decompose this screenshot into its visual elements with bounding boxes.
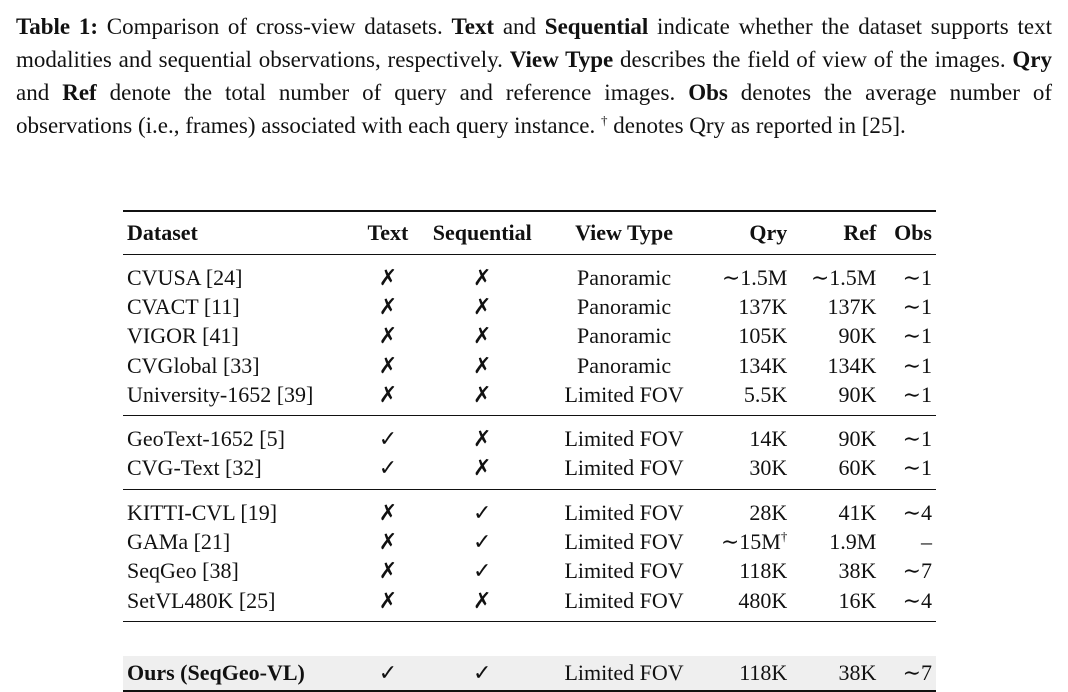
cell-obs: ∼7 [902,558,932,584]
cell-sequential: ✓ [417,656,547,691]
caption-label: Table 1: [16,14,99,39]
cell-text: ✗ [378,499,398,525]
cell-text: ✓ [358,656,417,691]
cell-obs: ∼7 [880,656,936,691]
cell-view-type: Panoramic [577,323,672,349]
group-panoramic [123,255,936,416]
header-text: Text [367,220,409,245]
cell-ref: 1.9M [829,529,877,555]
cell-obs: ∼1 [902,323,932,349]
cell-qry [701,527,791,556]
cell-qry: 14K [749,426,788,452]
cell-sequential: ✗ [473,587,492,613]
cell-qry: 480K [738,587,788,613]
table-row [123,322,936,351]
table-row [123,557,936,586]
cell-obs: ∼4 [902,587,932,613]
table-row-ours [123,656,936,691]
cell-ref: 134K [827,352,877,378]
cell-dataset: SetVL480K [25] [127,587,276,613]
table-row [123,586,936,622]
cell-sequential: ✗ [473,323,492,349]
group-text [123,416,936,490]
header-ref: Ref [843,220,877,245]
cell-text: ✓ [378,455,398,481]
cell-view-type: Limited FOV [564,426,684,452]
cell-ref: 38K [838,558,877,584]
cell-qry: 105K [738,323,788,349]
header-sequential: Sequential [432,220,532,245]
cell-sequential: ✓ [473,558,492,584]
spacer-cell [123,622,936,657]
caption-dagger: † [601,112,608,128]
cell-qry: 118K [701,656,791,691]
comparison-table [123,210,936,692]
cell-sequential: ✗ [473,264,492,290]
cell-view-type: Limited FOV [564,455,684,481]
cell-obs: ∼1 [902,455,932,481]
cell-view-type: Limited FOV [547,656,701,691]
caption-term-qry: Qry [1012,47,1052,72]
cell-dataset: CVGlobal [33] [127,352,260,378]
group-sequential [123,490,936,622]
cell-dataset: CVG-Text [32] [127,455,262,481]
cell-obs: ∼1 [902,352,932,378]
cell-view-type: Panoramic [577,352,672,378]
cell-ref: 90K [838,381,877,407]
caption-text: and [494,14,545,39]
cell-dataset: GeoText-1652 [5] [127,426,285,452]
header-obs: Obs [894,220,932,245]
cell-obs: – [921,529,932,555]
header-view-type: View Type [575,220,674,245]
table-caption [16,10,1052,142]
cell-dataset: CVUSA [24] [127,264,243,290]
spacer-row [123,622,936,657]
cell-text: ✓ [378,426,398,452]
cell-ref: 60K [838,455,877,481]
cell-ref: 38K [791,656,880,691]
cell-ref: 16K [838,587,877,613]
cell-text: ✗ [378,352,398,378]
cell-sequential: ✗ [473,293,492,319]
caption-term-view-type: View Type [509,47,614,72]
table-row [123,380,936,416]
cell-text: ✗ [378,558,398,584]
table-row [123,490,936,528]
caption-term-ref: Ref [62,80,97,105]
cell-qry: 118K [739,558,788,584]
caption-text: describes the field of view of the images. [613,47,1013,72]
cell-dataset: University-1652 [39] [127,381,314,407]
cell-dataset: CVACT [11] [127,293,240,319]
caption-term-sequential: Sequential [544,14,649,39]
cell-sequential: ✓ [473,529,492,555]
cell-ref: 41K [838,499,877,525]
cell-dataset: VIGOR [41] [127,323,239,349]
cell-qry: 134K [738,352,788,378]
cell-view-type: Limited FOV [564,558,684,584]
cell-view-type: Panoramic [577,264,672,290]
table-row [123,351,936,380]
table-row [123,292,936,321]
cell-qry: 28K [749,499,788,525]
cell-text: ✗ [378,264,398,290]
caption-text: Comparison of cross-view datasets. [98,14,452,39]
table-row [123,527,936,556]
table-row [123,255,936,293]
caption-text: denotes the average number of observations (i.e., frames) associated with each query instance. [16,80,1052,138]
cell-text: ✗ [378,323,398,349]
cell-qry: 137K [738,293,788,319]
cell-view-type: Limited FOV [564,499,684,525]
cell-qry-value: ∼15M [720,529,781,555]
header-dataset: Dataset [127,220,198,245]
caption-text: and [16,80,63,105]
caption-term-obs: Obs [688,80,728,105]
cell-text: ✗ [378,293,398,319]
cell-dataset: GAMa [21] [127,529,231,555]
cell-qry: ∼1.5M [721,264,788,290]
qry-dagger: † [780,528,788,544]
cell-qry: 5.5K [743,381,788,407]
cell-obs: ∼1 [902,293,932,319]
cell-obs: ∼4 [902,499,932,525]
cell-ref: 90K [838,426,877,452]
cell-view-type: Limited FOV [564,381,684,407]
table-row [123,454,936,490]
caption-text: indicate whether the dataset supports text modalities and sequential observations, respectively. [16,14,1052,72]
cell-obs: ∼1 [902,264,932,290]
cell-qry: 30K [749,455,788,481]
cell-obs: ∼1 [902,381,932,407]
cell-ref: ∼1.5M [810,264,877,290]
header-row [123,211,936,255]
cell-text: ✗ [378,381,398,407]
cell-sequential: ✗ [473,381,492,407]
cell-obs: ∼1 [902,426,932,452]
cell-dataset: KITTI-CVL [19] [127,499,278,525]
cell-view-type: Limited FOV [564,529,684,555]
cell-view-type: Panoramic [577,293,672,319]
group-ours [123,622,936,692]
cell-sequential: ✓ [473,499,492,525]
caption-text: denotes Qry as reported in [25]. [607,113,906,138]
cell-ref: 90K [838,323,877,349]
table-row [123,416,936,454]
cell-sequential: ✗ [473,455,492,481]
cell-dataset: Ours (SeqGeo-VL) [123,656,358,691]
cell-sequential: ✗ [473,352,492,378]
cell-view-type: Limited FOV [564,587,684,613]
cell-text: ✗ [378,587,398,613]
cell-dataset: SeqGeo [38] [127,558,239,584]
header-qry: Qry [749,220,788,245]
cell-sequential: ✗ [473,426,492,452]
caption-term-text: Text [451,14,495,39]
caption-text: denote the total number of query and reference images. [96,80,689,105]
cell-text: ✗ [378,529,398,555]
cell-ref: 137K [827,293,877,319]
